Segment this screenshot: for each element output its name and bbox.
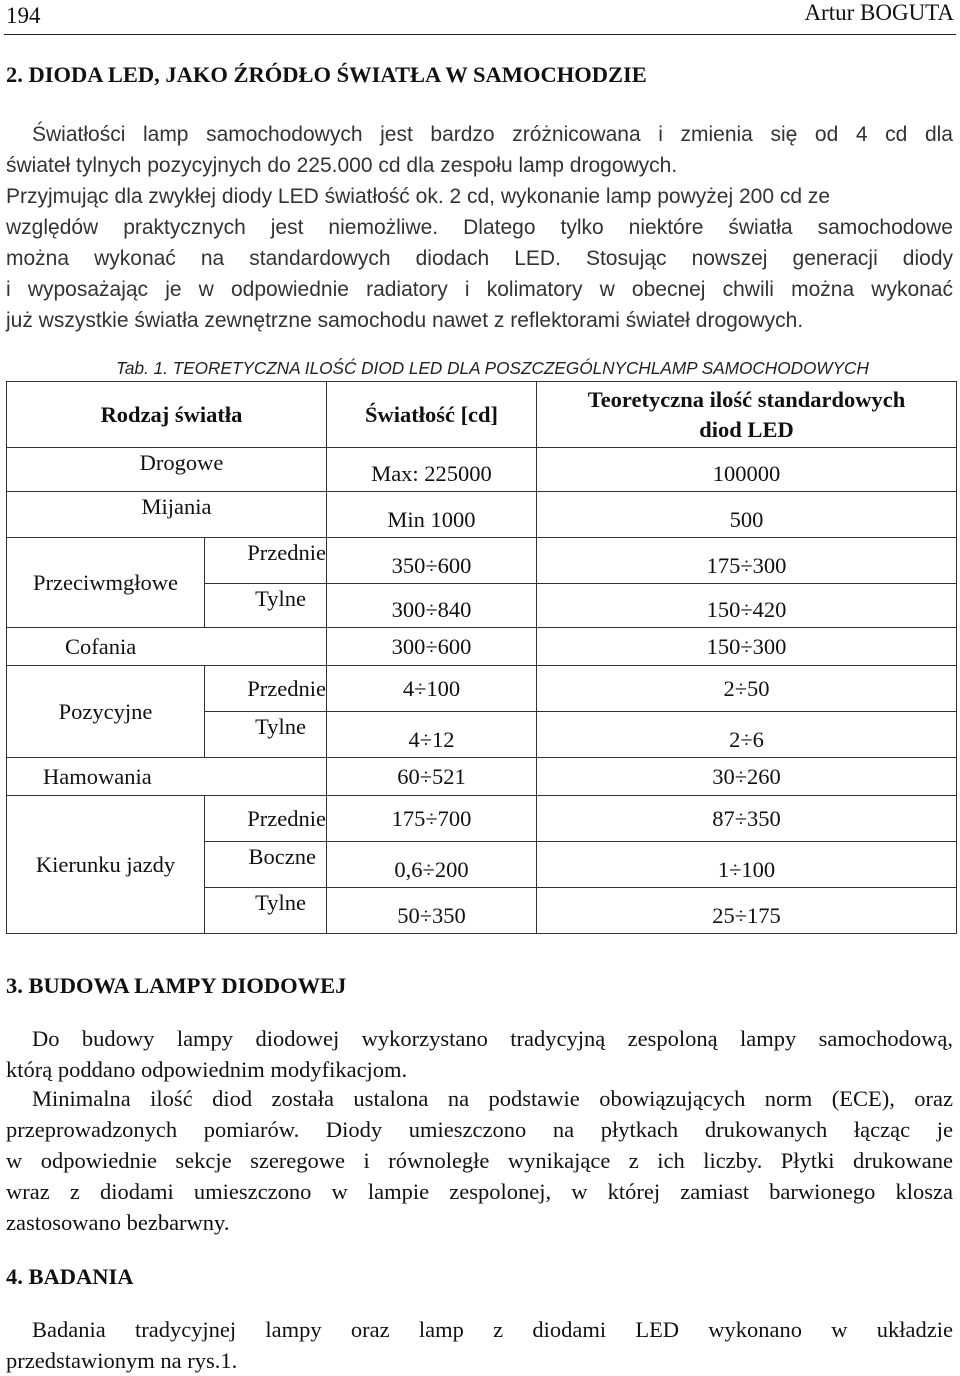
row-count: 150÷300	[537, 628, 957, 666]
table-row	[7, 666, 957, 712]
row-intensity: 300÷600	[327, 628, 537, 666]
row-intensity: 4÷12	[327, 712, 537, 758]
row-type: Przeciwmgłowe	[7, 538, 205, 628]
paragraph-line: w odpowiednie sekcje szeregowe i równoległe wynikające z ich liczby. Płytki drukowane	[6, 1148, 953, 1173]
table-row	[7, 628, 957, 666]
section-2-title: 2. DIODA LED, JAKO ŹRÓDŁO ŚWIATŁA W SAMOCHODZIE	[6, 62, 647, 87]
paragraph-line: i wyposażając je w odpowiednie radiatory i kolimatory w obecnej chwili można wykonać	[6, 278, 953, 301]
paragraph-line: wraz z diodami umieszczono w lampie zespolonej, w której zamiast barwionego klosza	[6, 1179, 953, 1204]
table-row	[7, 758, 957, 796]
paragraph-line: Światłości lamp samochodowych jest bardzo zróżnicowana i zmienia się od 4 cd dla	[32, 123, 953, 146]
row-count: 150÷420	[537, 584, 957, 628]
row-intensity: Min 1000	[327, 492, 537, 538]
row-type: Drogowe	[7, 448, 327, 492]
paragraph-line: zastosowano bezbarwny.	[6, 1210, 230, 1235]
row-count: 2÷6	[537, 712, 957, 758]
table-row	[7, 492, 957, 538]
header-intensity: Światłość [cd]	[327, 382, 537, 448]
paragraph-line: Badania tradycyjnej lampy oraz lamp z diodami LED wykonano w układzie	[32, 1317, 953, 1342]
row-intensity: 300÷840	[327, 584, 537, 628]
row-subtype: Tylne	[205, 888, 327, 934]
row-count: 87÷350	[537, 796, 957, 842]
row-type: Cofania	[7, 628, 327, 666]
header-rule	[4, 34, 956, 35]
row-intensity: 175÷700	[327, 796, 537, 842]
paragraph-line: Przyjmując dla zwykłej diody LED światłość ok. 2 cd, wykonanie lamp powyżej 200 cd ze	[6, 185, 831, 208]
paragraph-line: już wszystkie światła zewnętrzne samochodu nawet z reflektorami świateł drogowych.	[6, 309, 804, 332]
row-count: 30÷260	[537, 758, 957, 796]
table-row	[7, 796, 957, 842]
row-subtype: Boczne	[205, 842, 327, 888]
row-intensity: 60÷521	[327, 758, 537, 796]
row-count: 1÷100	[537, 842, 957, 888]
header-type: Rodzaj światła	[7, 382, 327, 448]
paragraph-line: Minimalna ilość diod została ustalona na podstawie obowiązujących norm (ECE), oraz	[32, 1086, 953, 1111]
row-intensity: 50÷350	[327, 888, 537, 934]
section-2-paragraph	[6, 119, 953, 336]
paragraph-line: Do budowy lampy diodowej wykorzystano tradycyjną zespoloną lampy samochodową,	[32, 1026, 953, 1051]
author-name: Artur BOGUTA	[804, 0, 954, 25]
row-intensity: Max: 225000	[327, 448, 537, 492]
paragraph-line: którą poddano odpowiednim modyfikacjom.	[6, 1057, 408, 1082]
row-intensity: 0,6÷200	[327, 842, 537, 888]
section-4-paragraph	[6, 1314, 953, 1376]
row-subtype: Tylne	[205, 712, 327, 758]
row-type: Mijania	[7, 492, 327, 538]
row-count: 2÷50	[537, 666, 957, 712]
row-subtype: Przednie	[205, 666, 327, 712]
row-type: Hamowania	[7, 758, 327, 796]
paragraph-line: świateł tylnych pozycyjnych do 225.000 cd dla zespołu lamp drogowych.	[6, 154, 678, 177]
led-count-table	[6, 381, 957, 934]
paragraph-line: przedstawionym na rys.1.	[6, 1348, 238, 1373]
section-4-title: 4. BADANIA	[6, 1264, 134, 1289]
section-3-title: 3. BUDOWA LAMPY DIODOWEJ	[6, 973, 347, 998]
row-subtype: Przednie	[205, 796, 327, 842]
section-3-paragraph-1	[6, 1023, 953, 1085]
header-count: Teoretyczna ilość standardowych diod LED	[537, 382, 957, 448]
row-count: 100000	[537, 448, 957, 492]
row-subtype: Tylne	[205, 584, 327, 628]
paragraph-line: można wykonać na standardowych diodach LED. Stosując nowszej generacji diody	[6, 247, 953, 270]
section-3-paragraph-2	[6, 1083, 953, 1238]
row-subtype: Przednie	[205, 538, 327, 584]
row-intensity: 350÷600	[327, 538, 537, 584]
table-row	[7, 448, 957, 492]
row-count: 500	[537, 492, 957, 538]
paragraph-line: przeprowadzonych pomiarów. Diody umieszczono na płytkach drukowanych łącząc je	[6, 1117, 953, 1142]
paragraph-line: względów praktycznych jest niemożliwe. Dlatego tylko niektóre światła samochodowe	[6, 216, 953, 239]
page-number: 194	[6, 3, 41, 28]
table-caption: Tab. 1. TEORETYCZNA ILOŚĆ DIOD LED DLA POSZCZEGÓLNYCHLAMP SAMOCHODOWYCH	[116, 358, 869, 378]
row-type: Pozycyjne	[7, 666, 205, 758]
row-type: Kierunku jazdy	[7, 796, 205, 934]
row-count: 25÷175	[537, 888, 957, 934]
row-count: 175÷300	[537, 538, 957, 584]
table-row	[7, 538, 957, 584]
row-intensity: 4÷100	[327, 666, 537, 712]
table-header-row	[7, 382, 957, 448]
